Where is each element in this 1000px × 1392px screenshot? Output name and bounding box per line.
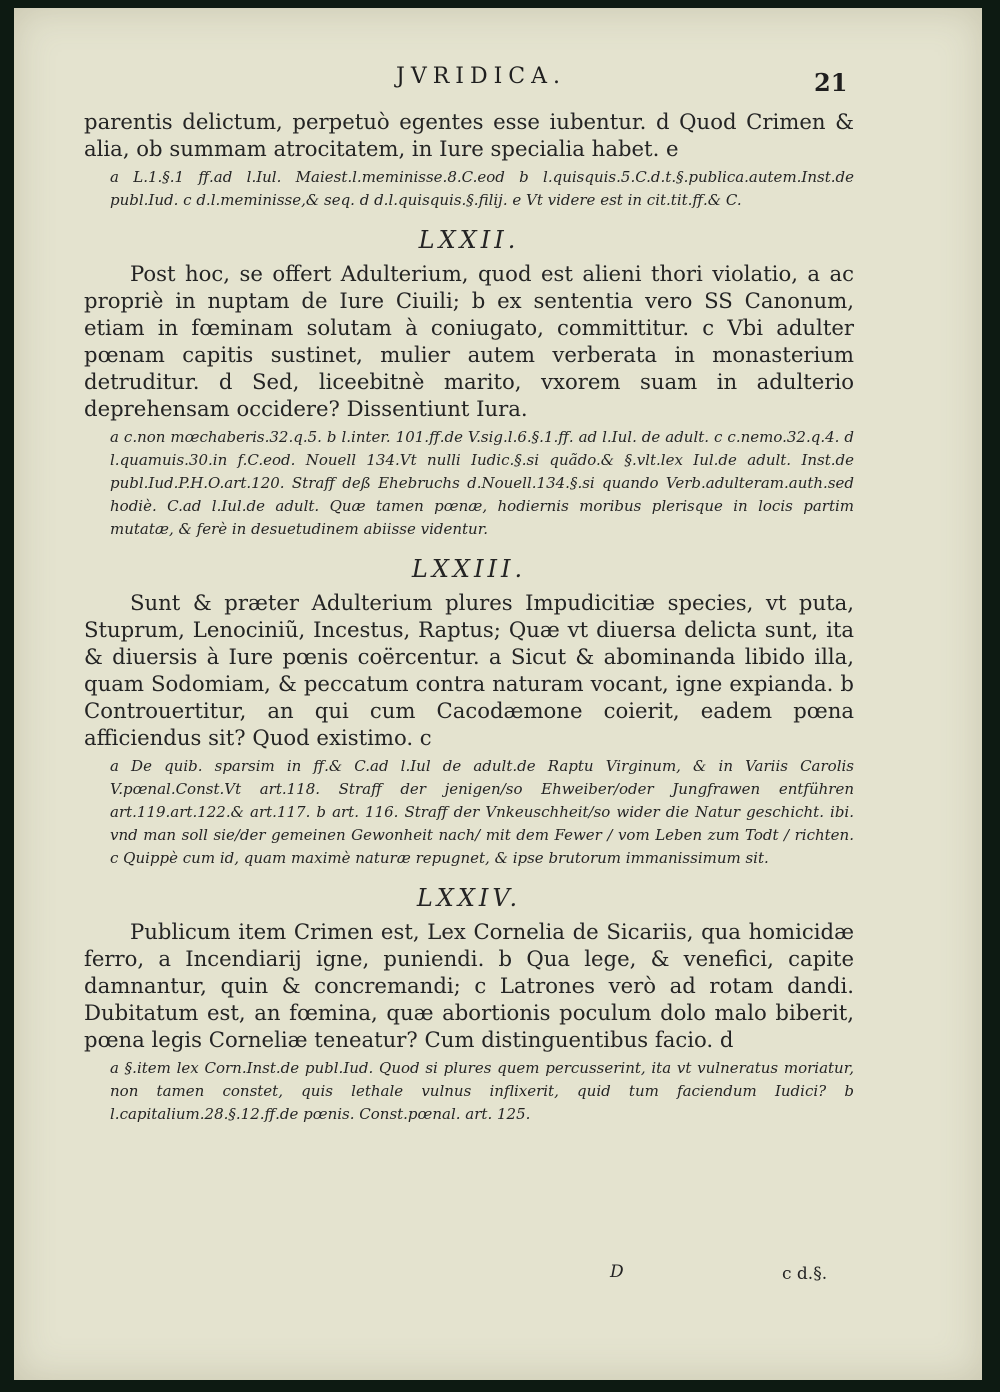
section-heading: LXXIV. <box>416 884 522 912</box>
page-header <box>14 64 982 104</box>
running-head: JVRIDICA. <box>396 64 567 89</box>
signature-mark: D <box>610 1262 624 1282</box>
page-footer <box>14 1262 982 1302</box>
paragraph: Post hoc, se offert Adulterium, quod est alieni thori violatio, a ac propriè in nuptam de Iure Ciuili; b ex sententia vero SS Canonum, etiam in fœminam solutam à coniugato, committitur. c Vbi adulter pœnam capitis sustinet, mulier autem verberata in monasterium detruditur. d Sed, liceebitnè marito, vxorem suam in adulterio deprehensam occidere? Dissentiunt Iura. <box>84 261 854 421</box>
page-number: 21 <box>814 68 848 97</box>
paragraph: Sunt & præter Adulterium plures Impudicitiæ species, vt puta, Stuprum, Lenociniũ, Incestus, Raptus; Quæ vt diuersa delicta sunt, ita & diuersis à Iure pœnis coërcentur. a Sicut & abominanda libido illa, quam Sodomiam, & peccatum contra naturam vocant, igne expianda. b Controuertitur, an qui cum Cacodæmone coierit, eadem pœna afficiendus sit? Quod existimo. c <box>84 590 854 750</box>
catchword: c d.§. <box>782 1264 828 1284</box>
page-body <box>84 108 854 1126</box>
footnote-block: a De quib. sparsim in ff.& C.ad l.Iul de adult.de Raptu Virginum, & in Variis Carolis V.pœnal.Const.Vt art.118. Straff der jenigen/so Ehweiber/oder Jungfrawen entführen art.119.art.122.& art.117. b art. 116. Straff der Vnkeuschheit/so wider die Natur geschicht. ibi. vnd man soll sie/der gemeinen Gewonheit nach/ mit dem Fewer / vom Leben zum Todt / richten. c Quippè cum id, quam maximè naturæ repugnet, & ipse brutorum immanissimum sit. <box>110 757 854 867</box>
footnote-block: a c.non mœchaberis.32.q.5. b l.inter. 101.ff.de V.sig.l.6.§.1.ff. ad l.Iul. de adult. c c.nemo.32.q.4. d l.quamuis.30.in f.C.eod. Nouell 134.Vt nulli Iudic.§.si quãdo.& §.vlt.lex Iul.de adult. Inst.de publ.Iud.P.H.O.art.120. Straff deß Ehebruchs d.Nouell.134.§.si quando Verb.adulteram.auth.sed hodiè. C.ad l.Iul.de adult. Quæ tamen pœnæ, hodiernis moribus plerisque in locis partim mutatæ, & ferè in desuetudinem abiisse videntur. <box>110 428 854 538</box>
paragraph: Publicum item Crimen est, Lex Cornelia de Sicariis, qua homicidæ ferro, a Incendiarij igne, puniendi. b Qua lege, & venefici, capite damnantur, quin & concremandi; c Latrones verò ad rotam dandi. Dubitatum est, an fœmina, quæ abortionis poculum dolo malo biberit, pœna legis Corneliæ teneatur? Cum distinguentibus facio. d <box>84 919 854 1052</box>
section-heading: LXXIII. <box>411 555 527 583</box>
paragraph-continuation: parentis delictum, perpetuò egentes esse iubentur. d Quod Crimen & alia, ob summam atrocitatem, in Iure specialia habet. e <box>84 109 854 161</box>
section-heading: LXXII. <box>418 226 520 254</box>
footnote-block: a §.item lex Corn.Inst.de publ.Iud. Quod si plures quem percusserint, ita vt vulneratus moriatur, non tamen constet, quis lethale vulnus inflixerit, quid tum faciendum Iudici? b l.capitalium.28.§.12.ff.de pœnis. Const.pœnal. art. 125. <box>110 1059 854 1123</box>
footnote-block: a L.1.§.1 ff.ad l.Iul. Maiest.l.meminisse.8.C.eod b l.quisquis.5.C.d.t.§.publica.autem.Inst.de publ.Iud. c d.l.meminisse,& seq. d d.l.quisquis.§.filij. e Vt videre est in cit.tit.ff.& C. <box>110 168 854 209</box>
book-page <box>14 8 982 1380</box>
